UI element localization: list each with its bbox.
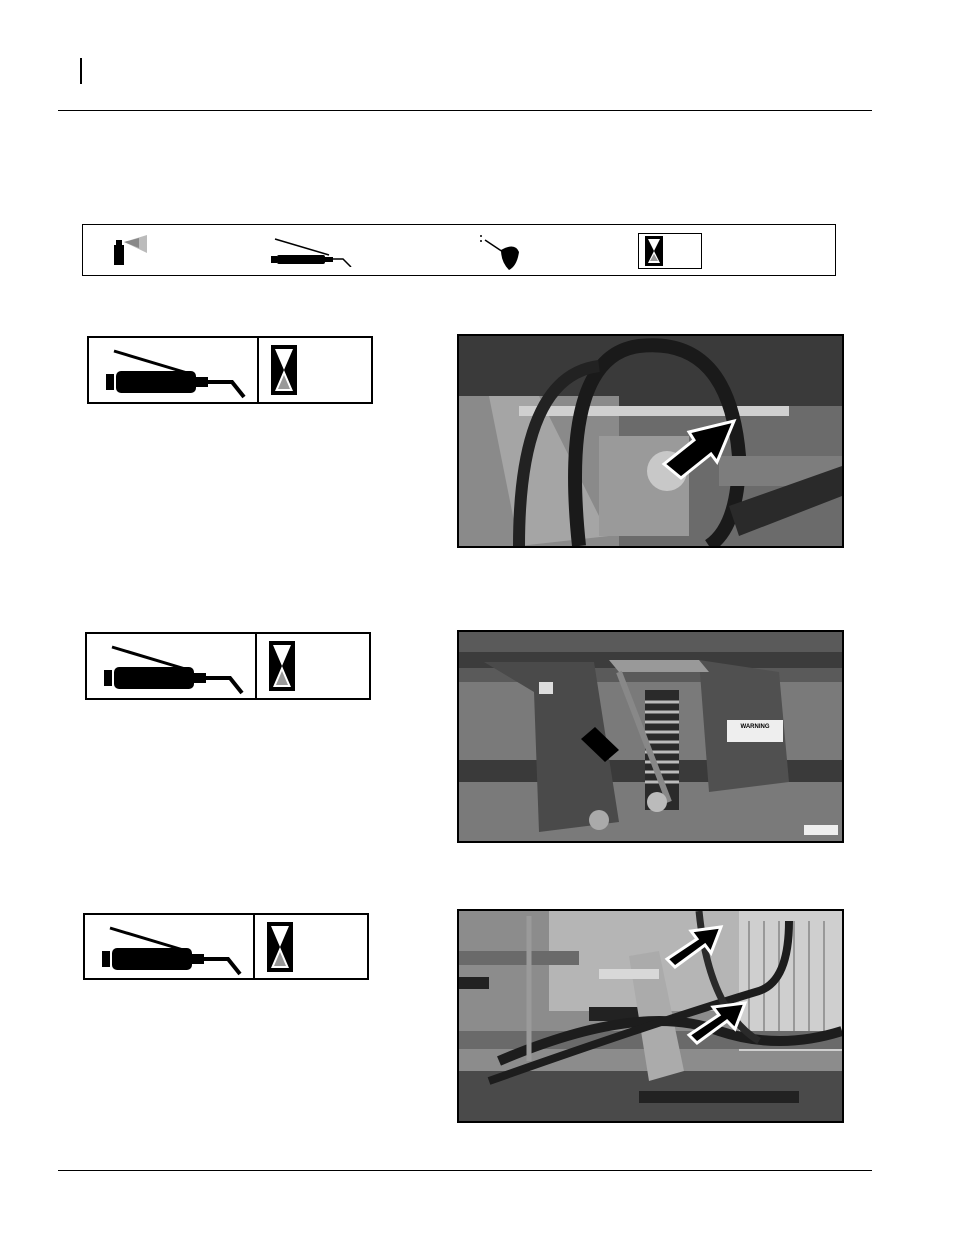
hourglass-interval-icon	[638, 233, 702, 269]
spray-lubricant-icon	[109, 225, 149, 275]
oil-can-icon	[475, 225, 525, 275]
grease-gun-icon	[267, 225, 353, 275]
grease-gun-icon	[89, 338, 259, 402]
frame-pivot-photo	[457, 909, 844, 1123]
lube-interval-box-3	[83, 913, 369, 980]
lube-interval-box-2	[85, 632, 371, 700]
header-rule	[58, 110, 872, 111]
hourglass-icon	[255, 915, 367, 978]
footer-rule	[58, 1170, 872, 1171]
grease-gun-icon	[85, 915, 255, 978]
warning-decal-text: WARNING	[740, 724, 770, 730]
header-vertical-mark	[80, 58, 82, 84]
grease-gun-icon	[87, 634, 257, 698]
hourglass-icon	[257, 634, 369, 698]
hitch-pivot-photo	[457, 334, 844, 548]
lube-interval-box-1	[87, 336, 373, 404]
spring-linkage-photo	[457, 630, 844, 843]
hourglass-icon	[259, 338, 371, 402]
lubrication-legend	[82, 224, 836, 276]
